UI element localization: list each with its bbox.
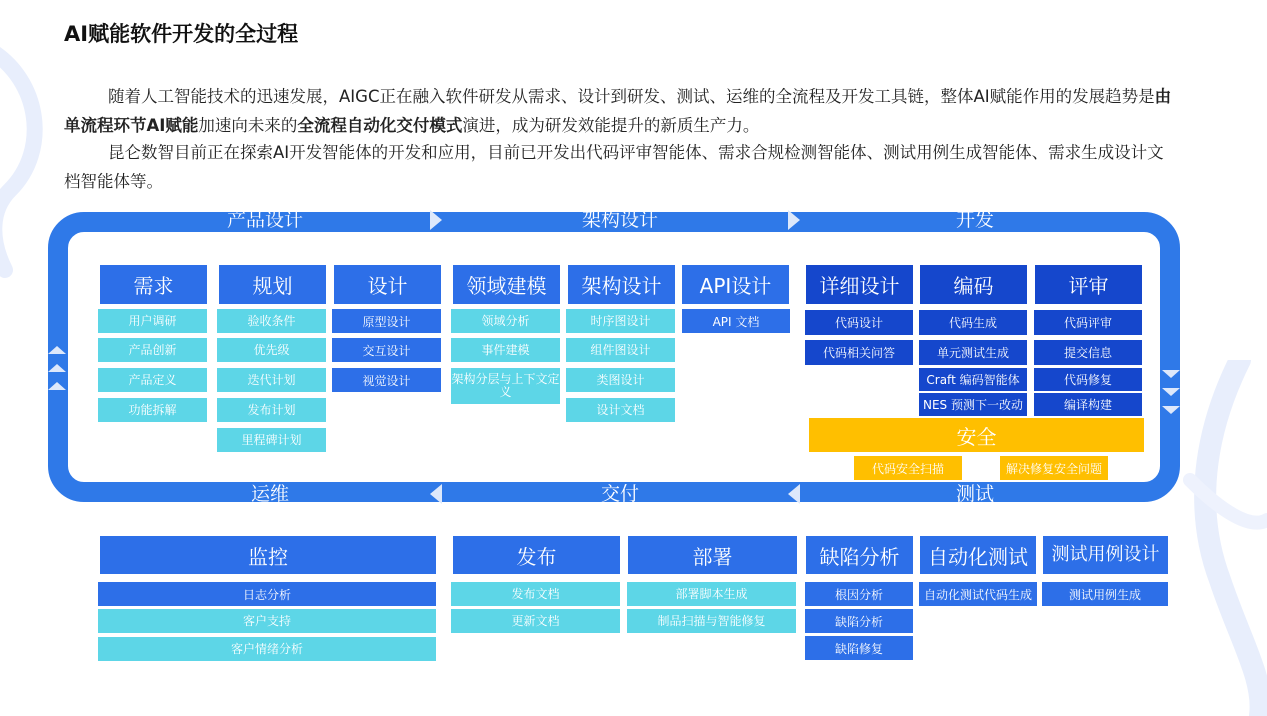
- item-testcase-generation: 测试用例生成: [1042, 582, 1168, 606]
- item-prototype-design: 原型设计: [332, 309, 441, 333]
- stage-development: 开发: [955, 209, 994, 231]
- flow-arrow-left-icon: [430, 484, 442, 504]
- item-deploy-script: 部署脚本生成: [627, 582, 796, 606]
- item-code-fix: 代码修复: [1034, 368, 1142, 391]
- item-autotest-code-generation: 自动化测试代码生成: [919, 582, 1037, 606]
- flow-arrow-up-icon: [48, 382, 66, 390]
- card-detailed-design-header: 详细设计: [804, 263, 915, 306]
- item-design-doc: 设计文档: [566, 398, 675, 422]
- item-root-cause: 根因分析: [805, 582, 913, 606]
- item-visual-design: 视觉设计: [332, 368, 441, 392]
- item-craft-agent: Craft 编码智能体: [919, 368, 1027, 391]
- item-domain-analysis: 领域分析: [451, 309, 560, 333]
- card-review-header: 评审: [1033, 263, 1144, 306]
- card-deploy-header: 部署: [626, 534, 799, 576]
- intro-highlight-single-stage: 由单流程环节AI赋能: [64, 87, 1172, 135]
- item-compile-build: 编译构建: [1034, 393, 1142, 416]
- item-artifact-scan-fix: 制品扫描与智能修复: [627, 609, 796, 633]
- intro-paragraph-2: 昆仑数智目前正在探索AI开发智能体的开发和应用，目前已开发出代码评审智能体、需求合规检测智能体、测试用例生成智能体、需求生成设计文档智能体等。: [64, 143, 1164, 191]
- item-nes-predict: NES 预测下一改动: [919, 393, 1027, 416]
- page-title: AI赋能软件开发的全过程: [64, 22, 299, 46]
- card-defect-analysis-header: 缺陷分析: [804, 534, 915, 576]
- item-iteration-plan: 迭代计划: [217, 368, 326, 392]
- card-monitoring-header: 监控: [98, 534, 438, 576]
- item-interaction-design: 交互设计: [332, 338, 441, 362]
- flow-arrow-down-icon: [1162, 370, 1180, 378]
- item-product-innovation: 产品创新: [98, 338, 207, 362]
- item-defect-analysis: 缺陷分析: [805, 609, 913, 633]
- item-api-doc: API 文档: [682, 309, 790, 333]
- intro-text-a: 随着人工智能技术的迅速发展，AIGC正在融入软件研发从需求、设计到研发、测试、运维的全流程及开发工具链，整体AI赋能作用的发展趋势是: [108, 87, 1155, 106]
- card-planning-header: 规划: [217, 263, 328, 306]
- item-acceptance-criteria: 验收条件: [217, 309, 326, 333]
- intro-paragraph-1: [64, 82, 1174, 140]
- item-code-security-scan: 代码安全扫描: [854, 456, 962, 480]
- item-release-doc: 发布文档: [451, 582, 620, 606]
- flow-arrow-down-icon: [1162, 406, 1180, 414]
- flow-arrow-right-icon: [430, 210, 442, 230]
- card-requirements-header: 需求: [98, 263, 209, 306]
- card-architecture-header: 架构设计: [566, 263, 677, 306]
- decorative-ribbon-right: [1170, 360, 1267, 716]
- item-class-diagram: 类图设计: [566, 368, 675, 392]
- item-commit-message: 提交信息: [1034, 340, 1142, 365]
- item-customer-support: 客户支持: [98, 609, 436, 633]
- item-event-modeling: 事件建模: [451, 338, 560, 362]
- card-security-header: 安全: [809, 418, 1144, 452]
- item-code-qa: 代码相关问答: [805, 340, 913, 365]
- stage-delivery: 交付: [600, 483, 639, 505]
- card-domain-modeling-header: 领域建模: [451, 263, 562, 306]
- item-unit-test-generation: 单元测试生成: [919, 340, 1027, 365]
- flow-arrow-down-icon: [1162, 388, 1180, 396]
- card-api-design-header: API设计: [680, 263, 791, 306]
- flow-arrow-up-icon: [48, 364, 66, 372]
- item-code-generation: 代码生成: [919, 310, 1027, 335]
- item-defect-fix: 缺陷修复: [805, 636, 913, 660]
- item-update-doc: 更新文档: [451, 609, 620, 633]
- intro-text-c: 加速向未来的: [198, 116, 298, 135]
- stage-testing: 测试: [955, 483, 994, 505]
- item-user-research: 用户调研: [98, 309, 207, 333]
- item-log-analysis: 日志分析: [98, 582, 436, 606]
- card-coding-header: 编码: [918, 263, 1029, 306]
- item-feature-breakdown: 功能拆解: [98, 398, 207, 422]
- item-layering-context: 架构分层与上下文定义: [451, 368, 560, 404]
- stage-operations: 运维: [250, 483, 289, 505]
- card-design-header: 设计: [332, 263, 443, 306]
- item-priority: 优先级: [217, 338, 326, 362]
- item-component-diagram: 组件图设计: [566, 338, 675, 362]
- flow-arrow-up-icon: [48, 346, 66, 354]
- card-release-header: 发布: [451, 534, 622, 576]
- item-product-definition: 产品定义: [98, 368, 207, 392]
- flow-arrow-right-icon: [788, 210, 800, 230]
- item-code-design: 代码设计: [805, 310, 913, 335]
- stage-architecture-design: 架构设计: [581, 209, 658, 231]
- item-milestone-plan: 里程碑计划: [217, 428, 326, 452]
- item-release-plan: 发布计划: [217, 398, 326, 422]
- item-customer-sentiment: 客户情绪分析: [98, 637, 436, 661]
- item-code-review: 代码评审: [1034, 310, 1142, 335]
- flow-arrow-left-icon: [788, 484, 800, 504]
- intro-highlight-full-automation: 全流程自动化交付模式: [297, 116, 463, 135]
- card-automated-testing-header: 自动化测试: [918, 534, 1038, 576]
- item-fix-security-issues: 解决修复安全问题: [1000, 456, 1108, 480]
- stage-product-design: 产品设计: [226, 209, 303, 231]
- card-testcase-design-header: 测试用例设计: [1041, 534, 1170, 576]
- item-sequence-diagram: 时序图设计: [566, 309, 675, 333]
- intro-text-e: 演进，成为研发效能提升的新质生产力。: [462, 116, 760, 135]
